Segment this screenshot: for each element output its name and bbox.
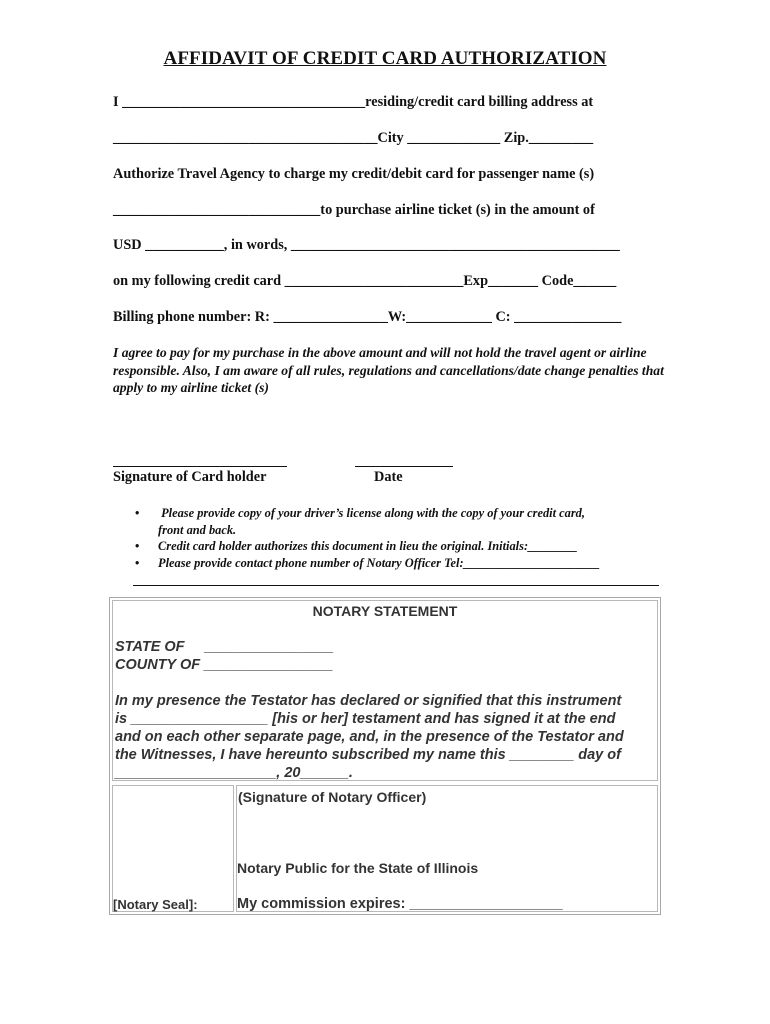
notary-seal-label: [Notary Seal]:	[113, 897, 198, 912]
bullet-icon: •	[135, 555, 140, 570]
notary-title: NOTARY STATEMENT	[312, 603, 458, 619]
bullet-icon: •	[135, 506, 140, 520]
list-item	[132, 555, 662, 572]
authorize-line: Authorize Travel Agency to charge my credit/debit card for passenger name (s)	[113, 166, 595, 182]
county-of-line: COUNTY OF ________________	[115, 657, 334, 673]
initials-instruction: Credit card holder authorizes this document in lieu the original. Initials:________	[158, 539, 578, 553]
date-signature-line	[355, 466, 453, 467]
name-address-line: I __________________________________residing/credit card billing address at	[113, 94, 594, 110]
testator-statement: In my presence the Testator has declared or signified that this instrument is _________________ [his or her] testament and has signed it at the end and on each other separate page, and, in the presence of the Testator and the Witnesses, I have hereunto subscribed my name this ________ day of ____________________, 20______.	[115, 693, 624, 781]
instructions-list	[132, 505, 662, 571]
bullet-icon: •	[135, 539, 140, 553]
notary-phone-instruction: Please provide contact phone number of Notary Officer Tel:______________________	[158, 555, 600, 570]
usd-words-line: USD ___________, in words, ______________________________________________	[113, 237, 620, 253]
credit-card-line: on my following credit card _________________________Exp_______ Code______	[113, 273, 617, 289]
license-instruction: Please provide copy of your driver’s license along with the copy of your credit card, front and back.	[158, 506, 585, 537]
cardholder-signature-line	[113, 466, 287, 467]
list-item	[132, 538, 662, 555]
notary-seal-cell	[112, 785, 234, 912]
cardholder-signature-label: Signature of Card holder	[113, 469, 267, 485]
document-title: AFFIDAVIT OF CREDIT CARD AUTHORIZATION	[163, 48, 607, 69]
state-of-line: STATE OF ________________	[115, 639, 334, 655]
notary-public-label: Notary Public for the State of Illinois	[237, 860, 479, 876]
passenger-amount-line: _____________________________to purchase airline ticket (s) in the amount of	[113, 202, 595, 218]
list-item	[132, 505, 662, 538]
billing-phone-line: Billing phone number: R: ________________W:____________ C: _______________	[113, 309, 622, 325]
agreement-paragraph: I agree to pay for my purchase in the above amount and will not hold the travel agent or airline responsible. Also, I am aware of all rules, regulations and cancellations/date change penalties that apply to my airline ticket (s)	[113, 345, 664, 395]
notary-signature-label: (Signature of Notary Officer)	[238, 789, 427, 805]
commission-expires-label: My commission expires: ___________________	[237, 896, 563, 912]
section-divider	[133, 585, 659, 586]
date-label: Date	[374, 469, 403, 485]
city-zip-line: _____________________________________City _____________ Zip._________	[113, 130, 594, 146]
